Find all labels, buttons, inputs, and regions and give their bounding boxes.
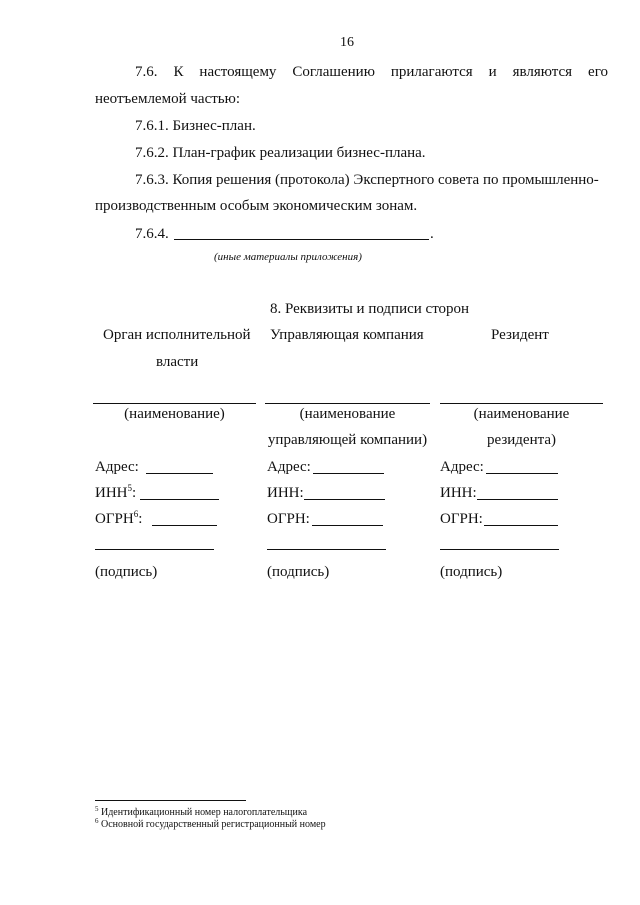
address-line-resident	[486, 473, 558, 474]
paragraph-7-6-3-line2: производственным особым экономическим зонам.	[95, 198, 418, 214]
paragraph-7-6-line2: неотъемлемой частью:	[95, 91, 240, 107]
address-label-authority: Адрес:	[95, 459, 139, 475]
word: 7.6.	[135, 64, 158, 80]
caption-other-materials: (иные материалы приложения)	[214, 251, 362, 263]
page-number: 16	[340, 35, 354, 50]
inn-line-authority	[140, 499, 219, 500]
inn-label-management-company: ИНН:	[267, 485, 304, 501]
signature-caption-authority: (подпись)	[95, 564, 158, 580]
word: и	[488, 64, 497, 80]
name-caption-management-company: (наименование	[299, 406, 396, 422]
address-line-authority	[146, 473, 213, 474]
column-authority-header: Орган исполнительной	[103, 327, 251, 343]
name-line-authority	[93, 403, 256, 404]
name-line-resident	[440, 403, 603, 404]
word: являются	[512, 64, 573, 80]
column-management-company-header: Управляющая компания	[270, 327, 424, 343]
ogrn-line-management-company	[312, 525, 383, 526]
name-caption-authority: (наименование)	[124, 406, 225, 422]
footnote-text: Идентификационный номер налогоплательщика	[101, 807, 308, 818]
name-caption-management-company-line2: управляющей компании)	[267, 432, 428, 448]
paragraph-7-6-2: 7.6.2. План-график реализации бизнес-плана.	[135, 145, 426, 161]
column-resident-header: Резидент	[491, 327, 549, 343]
footnote-mark: 6	[95, 817, 99, 825]
inn-label-authority	[95, 484, 136, 502]
name-caption-resident-line2: резидента)	[486, 432, 556, 448]
footnote-mark: 5	[95, 805, 99, 813]
signature-caption-resident: (подпись)	[440, 564, 503, 580]
footnote-separator	[95, 800, 246, 801]
word: прилагаются	[390, 64, 473, 80]
signature-line-management-company	[267, 549, 386, 550]
ogrn-text: ОГРН	[95, 511, 134, 527]
address-line-management-company	[313, 473, 384, 474]
footnote-text: Основной государственный регистрационный номер	[101, 819, 326, 830]
footnote-6	[95, 819, 326, 831]
inn-line-resident	[477, 499, 558, 500]
inn-line-management-company	[304, 499, 385, 500]
ogrn-label-authority	[95, 510, 142, 528]
name-caption-resident: (наименование	[473, 406, 570, 422]
ogrn-label-management-company: ОГРН:	[267, 511, 310, 527]
ogrn-line-authority	[152, 525, 217, 526]
word: настоящему	[199, 64, 277, 80]
word: Соглашению	[292, 64, 375, 80]
paragraph-7-6-3-line1: 7.6.3. Копия решения (протокола) Экспертного совета по промышленно-	[135, 172, 599, 188]
paragraph-7-6-1: 7.6.1. Бизнес-план.	[135, 118, 256, 134]
footnote-ref-6: 6	[133, 509, 139, 519]
signature-line-resident	[440, 549, 559, 550]
colon: :	[138, 511, 143, 527]
address-label-management-company: Адрес:	[267, 459, 311, 475]
column-authority-header-line2: власти	[156, 354, 199, 370]
inn-label-resident: ИНН:	[440, 485, 477, 501]
blank-line-7-6-4	[174, 239, 429, 240]
inn-text: ИНН	[95, 485, 128, 501]
paragraph-7-6-4-label: 7.6.4.	[135, 226, 169, 242]
paragraph-7-6-4-end: .	[430, 226, 434, 242]
section-8-heading: 8. Реквизиты и подписи сторон	[270, 301, 470, 317]
name-line-management-company	[265, 403, 430, 404]
footnote-ref-5: 5	[127, 483, 132, 493]
ogrn-line-resident	[484, 525, 558, 526]
signature-line-authority	[95, 549, 214, 550]
signature-caption-management-company: (подпись)	[267, 564, 330, 580]
footnote-5	[95, 807, 307, 819]
colon: :	[132, 485, 137, 501]
word: его	[588, 64, 608, 80]
paragraph-7-6-line1	[135, 63, 608, 81]
ogrn-label-resident: ОГРН:	[440, 511, 483, 527]
word: К	[173, 64, 184, 80]
address-label-resident: Адрес:	[440, 459, 484, 475]
